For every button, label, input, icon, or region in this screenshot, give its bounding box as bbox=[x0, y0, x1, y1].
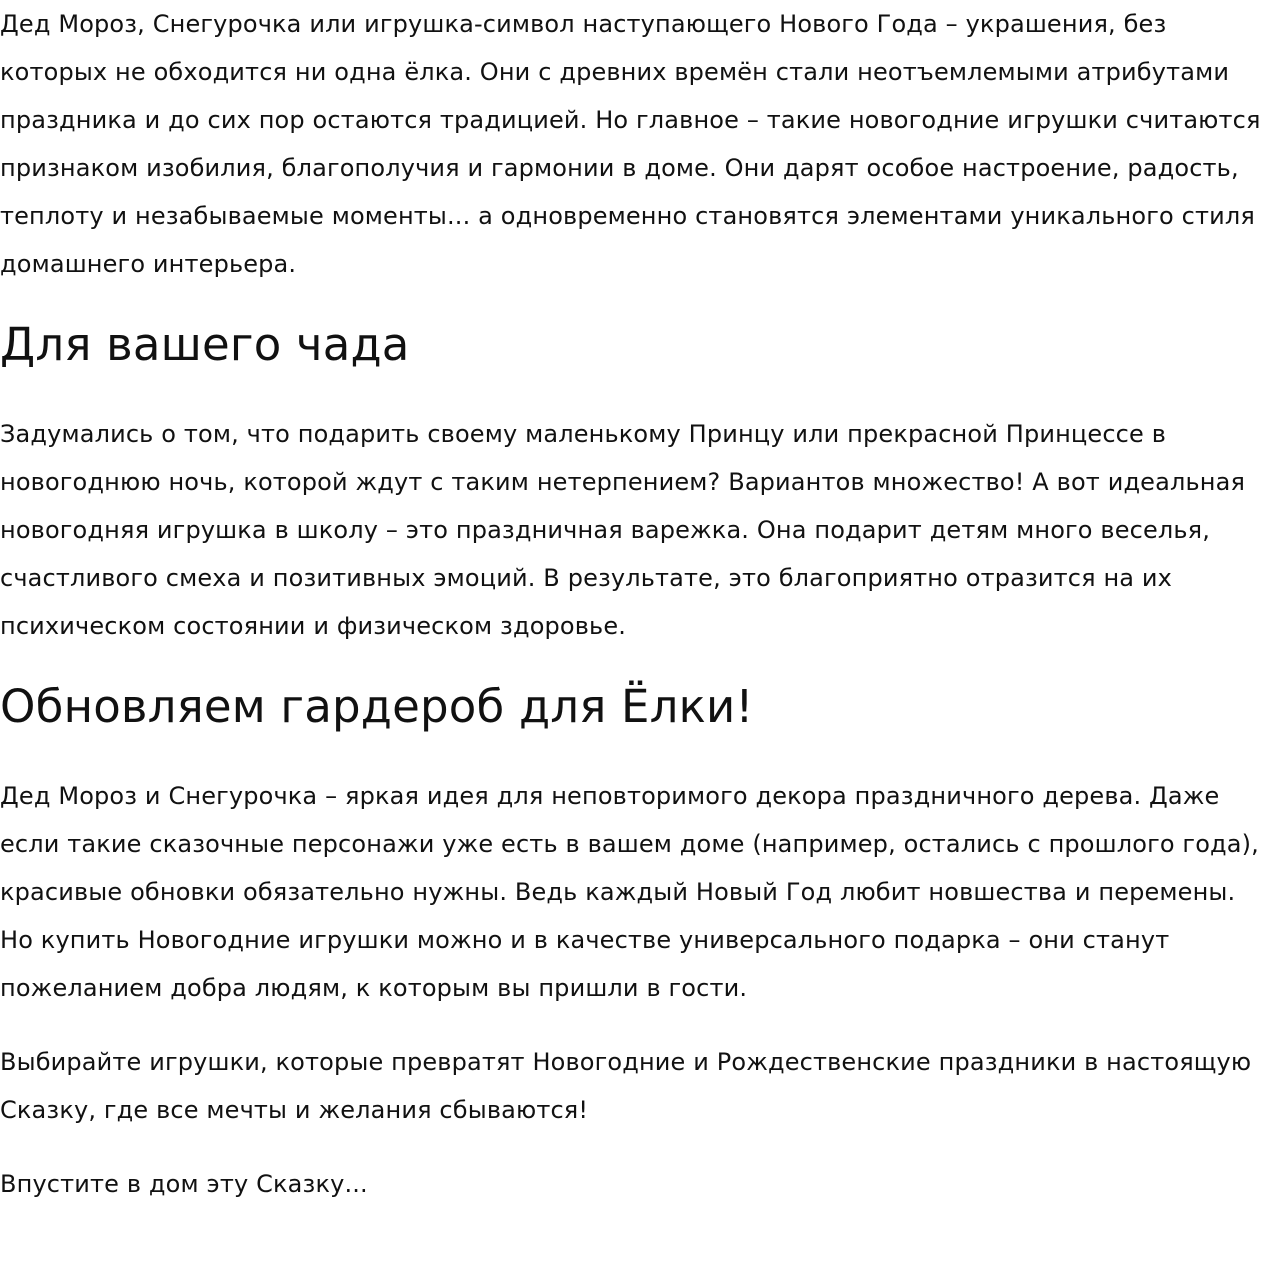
section-heading-child: Для вашего чада bbox=[0, 318, 410, 371]
intro-paragraph: Дед Мороз, Снегурочка или игрушка-символ наступающего Нового Года – украшения, без которых не обходится ни одна ёлка. Они с древних времён стали неотъемлемыми атрибутами праздника и до сих пор остаются традицией. Но главное – такие новогодние игрушки считаются признаком изобилия, благополучия и гармонии в доме. Они дарят особое настроение, радость, теплоту и незабываемые моменты... а одновременно становятся элементами уникального стиля домашнего интерьера. bbox=[0, 10, 1261, 278]
section-heading-tree: Обновляем гардероб для Ёлки! bbox=[0, 680, 754, 733]
closing-paragraph: Впустите в дом эту Сказку... bbox=[0, 1170, 368, 1198]
choose-paragraph: Выбирайте игрушки, которые превратят Новогодние и Рождественские праздники в настоящую Сказку, где все мечты и желания сбываются! bbox=[0, 1048, 1252, 1124]
section-paragraph-child: Задумались о том, что подарить своему маленькому Принцу или прекрасной Принцессе в новогоднюю ночь, которой ждут с таким нетерпением? Вариантов множество! А вот идеальная новогодняя игрушка в школу – это праздничная варежка. Она подарит детям много веселья, счастливого смеха и позитивных эмоций. В результате, это благоприятно отразится на их психическом состоянии и физическом здоровье. bbox=[0, 420, 1246, 640]
section-paragraph-tree: Дед Мороз и Снегурочка – яркая идея для неповторимого декора праздничного дерева. Даже если такие сказочные персонажи уже есть в вашем доме (например, остались с прошлого года), красивые обновки обязательно нужны. Ведь каждый Новый Год любит новшества и перемены. Но купить Новогодние игрушки можно и в качестве универсального подарка – они станут пожеланием добра людям, к которым вы пришли в гости. bbox=[0, 782, 1259, 1002]
